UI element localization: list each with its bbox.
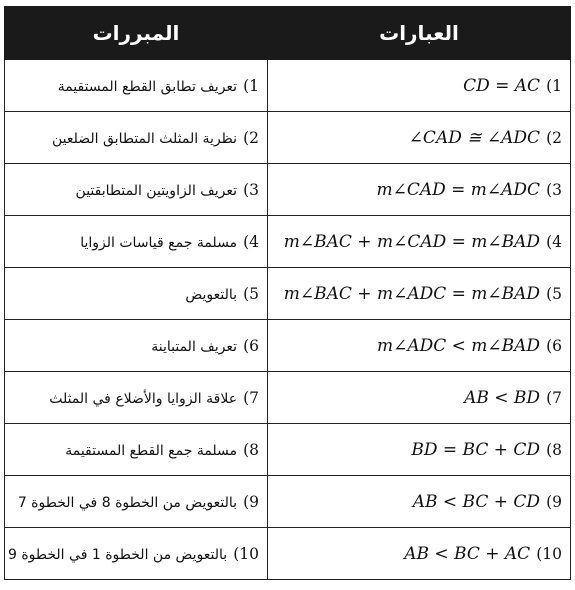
reason-text: بالتعويض من الخطوة 8 في الخطوة 7 <box>17 494 238 511</box>
table-row <box>5 424 571 476</box>
statement-expression: m∠BAC + m∠ADC = m∠BAD <box>283 283 541 304</box>
statement-cell <box>268 268 571 320</box>
proof-table-container <box>4 6 570 580</box>
statement-expression: CD = AC <box>463 75 541 96</box>
table-row <box>5 476 571 528</box>
reason-cell <box>5 528 268 580</box>
reason-text: علاقة الزوايا والأضلاع في المثلث <box>49 390 238 407</box>
step-number: 2) <box>546 128 562 147</box>
step-number: 1) <box>546 76 562 95</box>
step-number: 2) <box>243 128 259 147</box>
step-number: 7) <box>546 388 562 407</box>
statement-cell <box>268 60 571 112</box>
table-row <box>5 112 571 164</box>
statement-expression: m∠BAC + m∠CAD = m∠BAD <box>283 231 541 252</box>
reason-text: بالتعويض <box>185 286 238 303</box>
reason-cell <box>5 60 268 112</box>
step-number: 8) <box>243 440 259 459</box>
reason-text: مسلمة جمع قياسات الزوايا <box>80 234 238 251</box>
two-column-proof-table <box>4 6 571 580</box>
statements-header: العبارات <box>268 7 571 60</box>
step-number: 4) <box>546 232 562 251</box>
reason-cell <box>5 372 268 424</box>
reason-text: تعريف الزاويتين المتطابقتين <box>75 182 238 199</box>
statement-cell <box>268 476 571 528</box>
step-number: 6) <box>243 336 259 355</box>
statement-expression: AB < BC + CD <box>412 491 541 512</box>
table-row <box>5 528 571 580</box>
step-number: 9) <box>243 492 259 511</box>
table-row <box>5 164 571 216</box>
step-number: 10) <box>233 544 259 563</box>
reason-text: تعريف المتباينة <box>151 338 238 355</box>
reason-cell <box>5 320 268 372</box>
step-number: 1) <box>243 76 259 95</box>
statement-expression: BD = BC + CD <box>411 439 541 460</box>
statement-cell <box>268 424 571 476</box>
reason-cell <box>5 476 268 528</box>
statement-expression: AB < BD <box>464 387 541 408</box>
table-row <box>5 372 571 424</box>
step-number: 10) <box>536 544 562 563</box>
statement-expression: m∠ADC < m∠BAD <box>376 335 541 356</box>
step-number: 8) <box>546 440 562 459</box>
statement-cell <box>268 372 571 424</box>
step-number: 3) <box>243 180 259 199</box>
statement-cell <box>268 528 571 580</box>
header-row <box>5 7 571 60</box>
step-number: 5) <box>546 284 562 303</box>
reason-cell <box>5 112 268 164</box>
reason-cell <box>5 216 268 268</box>
table-row <box>5 268 571 320</box>
reason-cell <box>5 424 268 476</box>
reason-text: نظرية المثلث المتطابق الضلعين <box>51 130 238 147</box>
statement-cell <box>268 216 571 268</box>
step-number: 4) <box>243 232 259 251</box>
reason-text: تعريف تطابق القطع المستقيمة <box>57 78 238 95</box>
table-row <box>5 216 571 268</box>
statement-cell <box>268 164 571 216</box>
statement-cell <box>268 320 571 372</box>
reason-cell <box>5 268 268 320</box>
step-number: 7) <box>243 388 259 407</box>
reason-text: مسلمة جمع القطع المستقيمة <box>65 442 238 459</box>
step-number: 3) <box>546 180 562 199</box>
reason-cell <box>5 164 268 216</box>
statement-expression: ∠CAD ≅ ∠ADC <box>408 127 541 148</box>
step-number: 6) <box>546 336 562 355</box>
table-row <box>5 320 571 372</box>
statement-expression: AB < BC + AC <box>404 543 531 564</box>
step-number: 5) <box>243 284 259 303</box>
step-number: 9) <box>546 492 562 511</box>
statement-expression: m∠CAD = m∠ADC <box>376 179 541 200</box>
reason-text: بالتعويض من الخطوة 1 في الخطوة 9 <box>7 546 228 563</box>
statement-cell <box>268 112 571 164</box>
table-row <box>5 60 571 112</box>
reasons-header: المبررات <box>5 7 268 60</box>
